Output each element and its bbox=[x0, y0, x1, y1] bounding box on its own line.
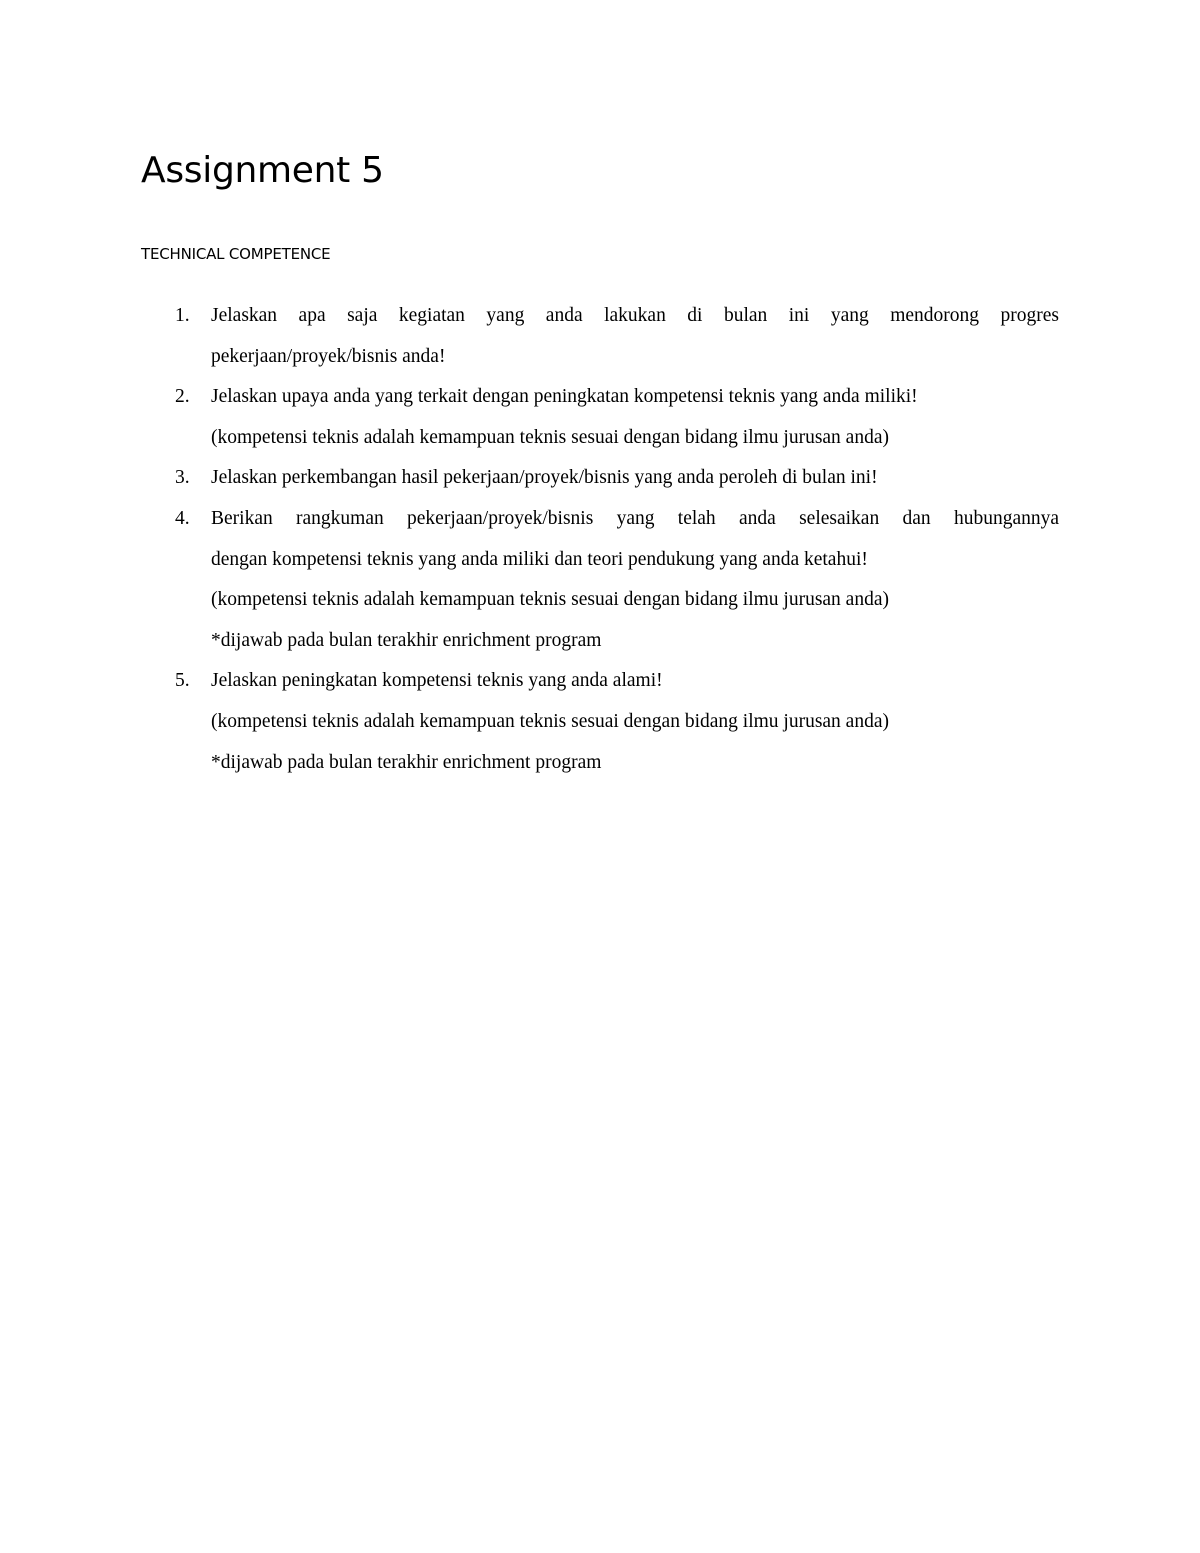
question-text-line: pekerjaan/proyek/bisnis anda! bbox=[211, 345, 446, 367]
question-text-line: dengan kompetensi teknis yang anda miliki dan teori pendukung yang anda ketahui! bbox=[211, 548, 868, 570]
question-number: 4. bbox=[175, 507, 190, 529]
question-number: 5. bbox=[175, 670, 190, 692]
question-number: 1. bbox=[175, 305, 190, 326]
section-heading: TECHNICAL COMPETENCE bbox=[141, 245, 331, 263]
question-note-line: (kompetensi teknis adalah kemampuan teknis sesuai dengan bidang ilmu jurusan anda) bbox=[211, 589, 889, 611]
question-number: 2. bbox=[175, 386, 190, 408]
question-note-line: (kompetensi teknis adalah kemampuan teknis sesuai dengan bidang ilmu jurusan anda) bbox=[211, 426, 889, 448]
question-3 bbox=[141, 458, 1059, 499]
document-title: Assignment 5 bbox=[141, 150, 384, 191]
question-number: 3. bbox=[175, 467, 190, 489]
question-2 bbox=[141, 377, 1059, 458]
question-list bbox=[141, 296, 1059, 783]
question-1 bbox=[141, 296, 1059, 377]
question-5 bbox=[141, 661, 1059, 783]
question-note-line: *dijawab pada bulan terakhir enrichment program bbox=[211, 751, 602, 773]
question-text-line: Jelaskan perkembangan hasil pekerjaan/proyek/bisnis yang anda peroleh di bulan ini! bbox=[211, 467, 878, 489]
question-text-line: Jelaskan peningkatan kompetensi teknis yang anda alami! bbox=[211, 670, 663, 692]
question-note-line: (kompetensi teknis adalah kemampuan teknis sesuai dengan bidang ilmu jurusan anda) bbox=[211, 710, 889, 732]
question-text-line: Berikan rangkuman pekerjaan/proyek/bisnis yang telah anda selesaikan dan hubungannya bbox=[211, 507, 1059, 529]
question-note-line: *dijawab pada bulan terakhir enrichment program bbox=[211, 629, 602, 651]
question-text-line: Jelaskan apa saja kegiatan yang anda lakukan di bulan ini yang mendorong progres bbox=[211, 305, 1059, 326]
question-text-line: Jelaskan upaya anda yang terkait dengan peningkatan kompetensi teknis yang anda miliki! bbox=[211, 386, 918, 408]
question-4 bbox=[141, 499, 1059, 661]
